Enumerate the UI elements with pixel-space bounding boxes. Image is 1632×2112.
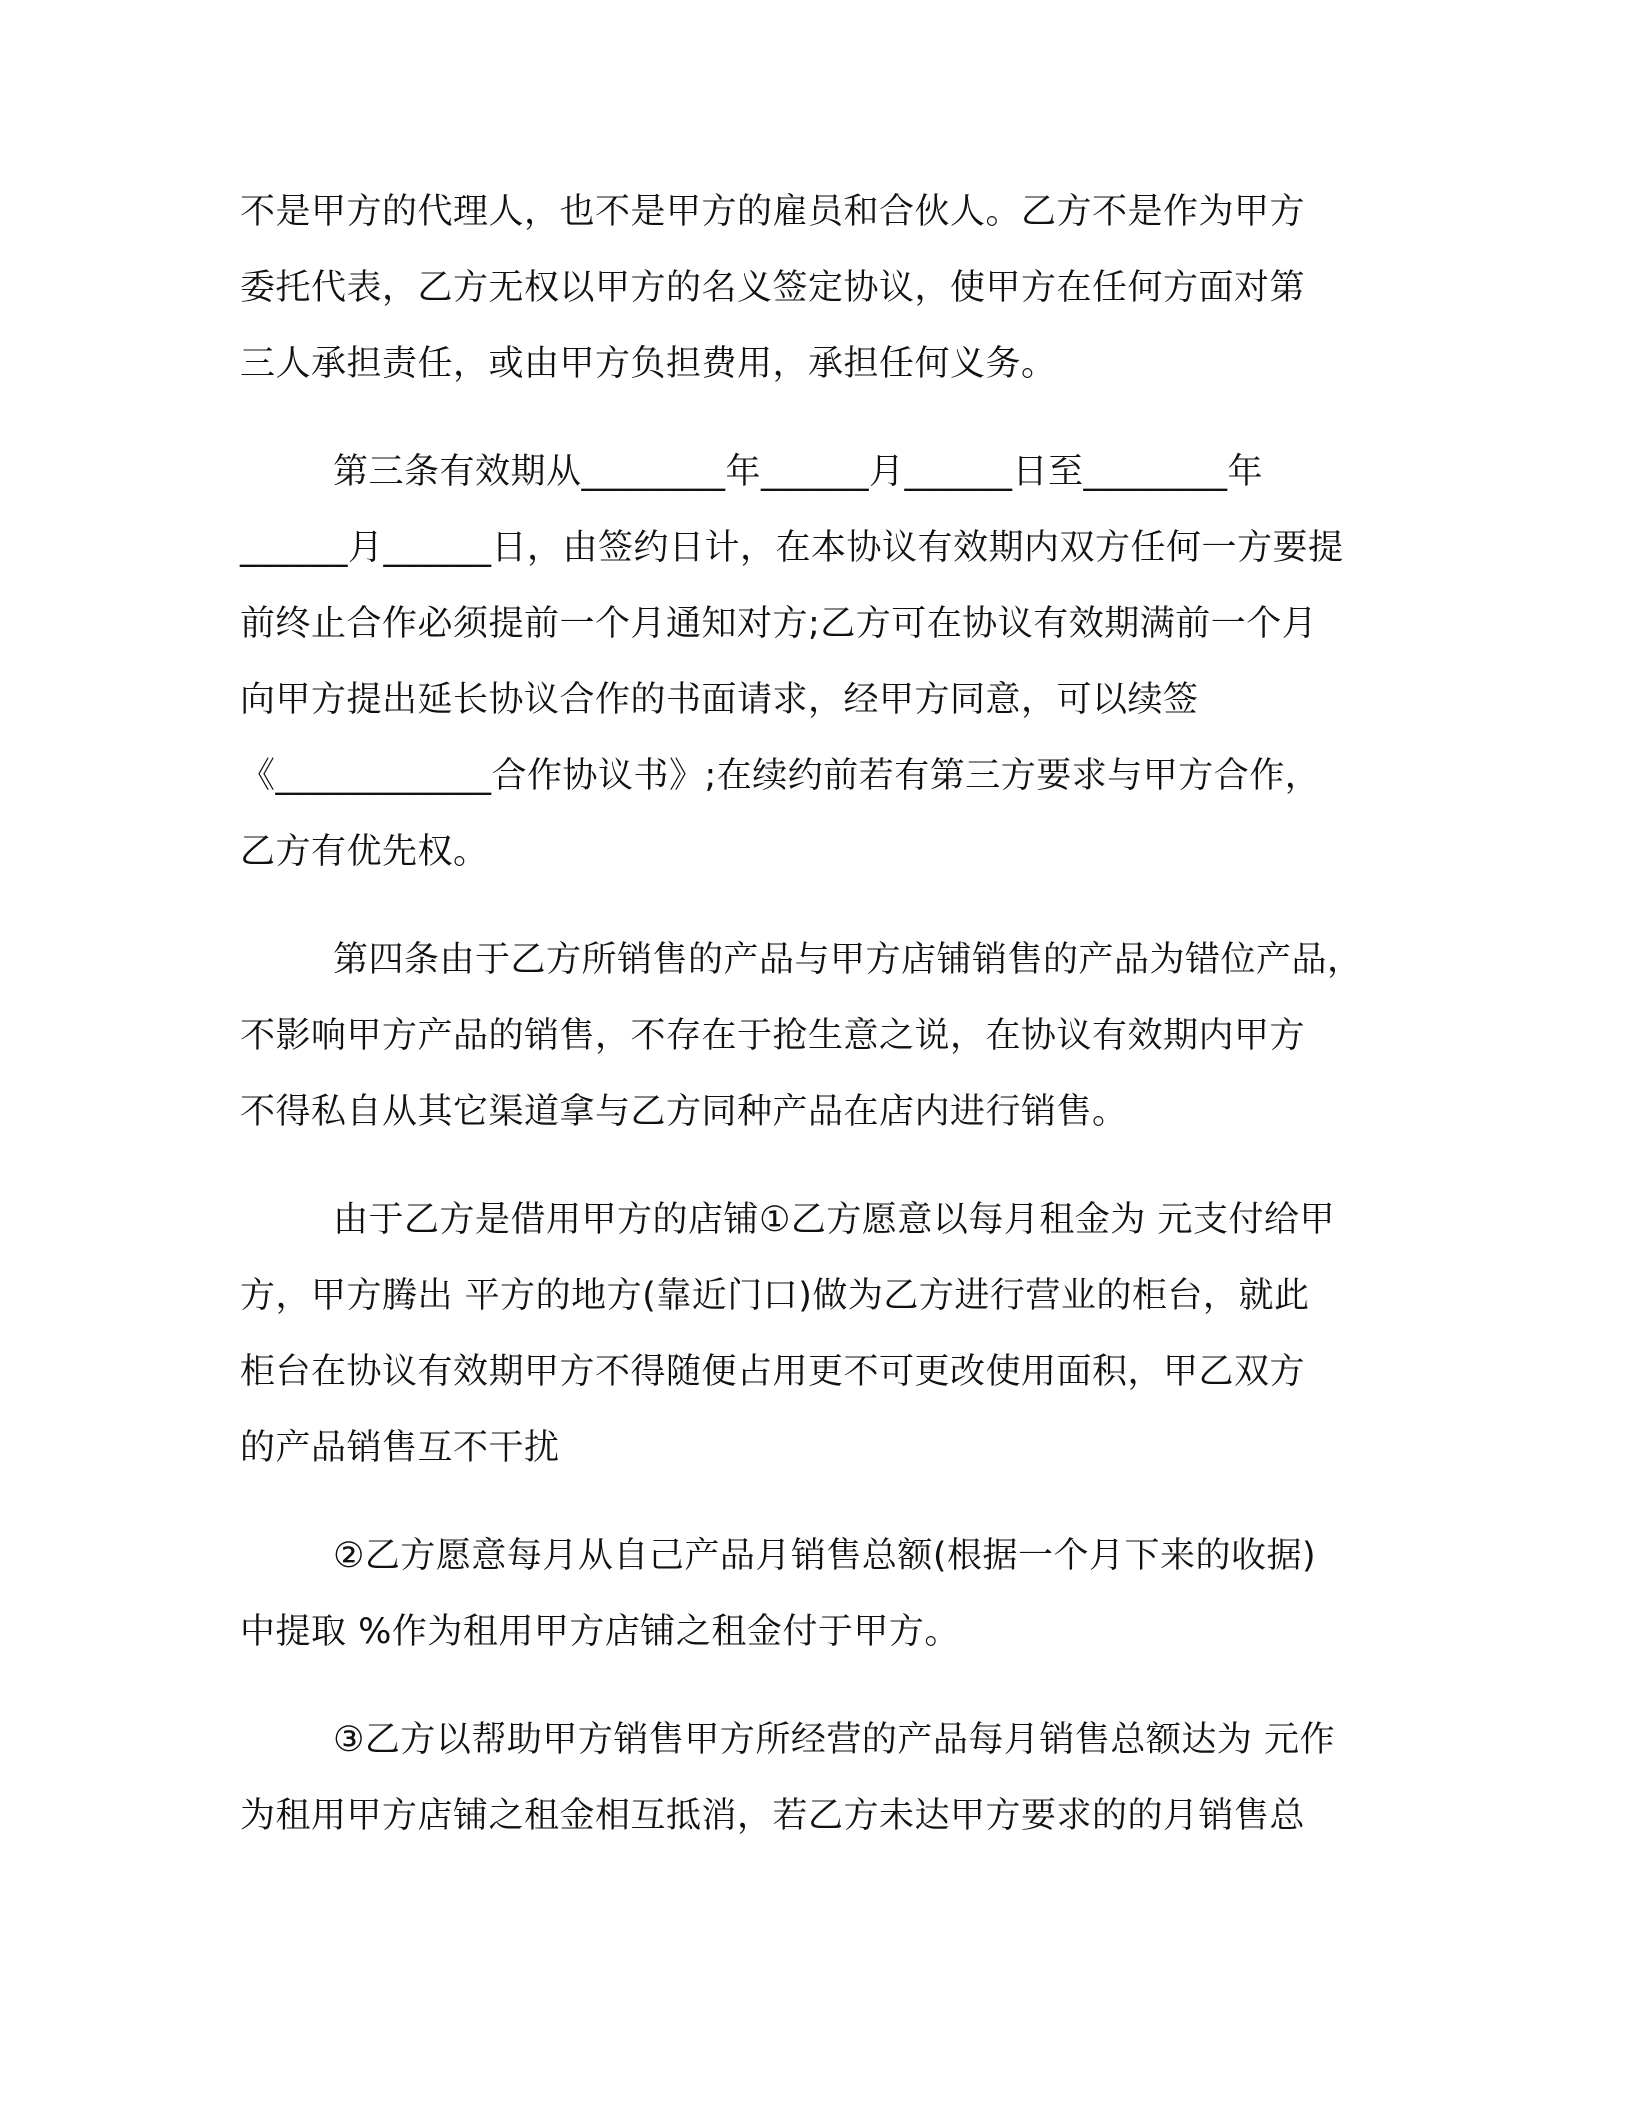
paragraph-2-line-3: 前终止合作必须提前一个月通知对方;乙方可在协议有效期满前一个月 <box>240 604 1318 644</box>
paragraph-3-line-1: 第四条由于乙方所销售的产品与甲方店铺销售的产品为错位产品， <box>333 940 1363 980</box>
paragraph-6-line-1: ③乙方以帮助甲方销售甲方所经营的产品每月销售总额达为 元作 <box>333 1720 1336 1760</box>
paragraph-4-line-4: 的产品销售互不干扰 <box>240 1428 560 1468</box>
paragraph-2-line-4: 向甲方提出延长协议合作的书面请求，经甲方同意，可以续签 <box>240 680 1199 720</box>
paragraph-1-line-2: 委托代表，乙方无权以甲方的名义签定协议，使甲方在任何方面对第 <box>240 268 1306 308</box>
paragraph-2-line-2: ______月______日，由签约日计，在本协议有效期内双方任何一方要提 <box>240 528 1344 568</box>
paragraph-5-line-2: 中提取 %作为租用甲方店铺之租金付于甲方。 <box>240 1612 960 1652</box>
paragraph-2-line-6: 乙方有优先权。 <box>240 832 489 872</box>
paragraph-2-line-5: 《____________合作协议书》;在续约前若有第三方要求与甲方合作， <box>240 756 1321 796</box>
paragraph-3-line-3: 不得私自从其它渠道拿与乙方同种产品在店内进行销售。 <box>240 1092 1128 1132</box>
paragraph-4-line-1: 由于乙方是借用甲方的店铺①乙方愿意以每月租金为 元支付给甲 <box>333 1200 1336 1240</box>
paragraph-2-line-1: 第三条有效期从________年______月______日至________年 <box>333 452 1264 492</box>
paragraph-4-line-3: 柜台在协议有效期甲方不得随便占用更不可更改使用面积，甲乙双方 <box>240 1352 1306 1392</box>
paragraph-6-line-2: 为租用甲方店铺之租金相互抵消，若乙方未达甲方要求的的月销售总 <box>240 1796 1306 1836</box>
paragraph-4-line-2: 方，甲方腾出 平方的地方(靠近门口)做为乙方进行营业的柜台，就此 <box>240 1276 1310 1316</box>
paragraph-3-line-2: 不影响甲方产品的销售，不存在于抢生意之说，在协议有效期内甲方 <box>240 1016 1306 1056</box>
paragraph-1-line-3: 三人承担责任，或由甲方负担费用，承担任何义务。 <box>240 344 1057 384</box>
paragraph-1-line-1: 不是甲方的代理人，也不是甲方的雇员和合伙人。乙方不是作为甲方 <box>240 192 1306 232</box>
paragraph-5-line-1: ②乙方愿意每月从自己产品月销售总额(根据一个月下来的收据) <box>333 1536 1317 1576</box>
